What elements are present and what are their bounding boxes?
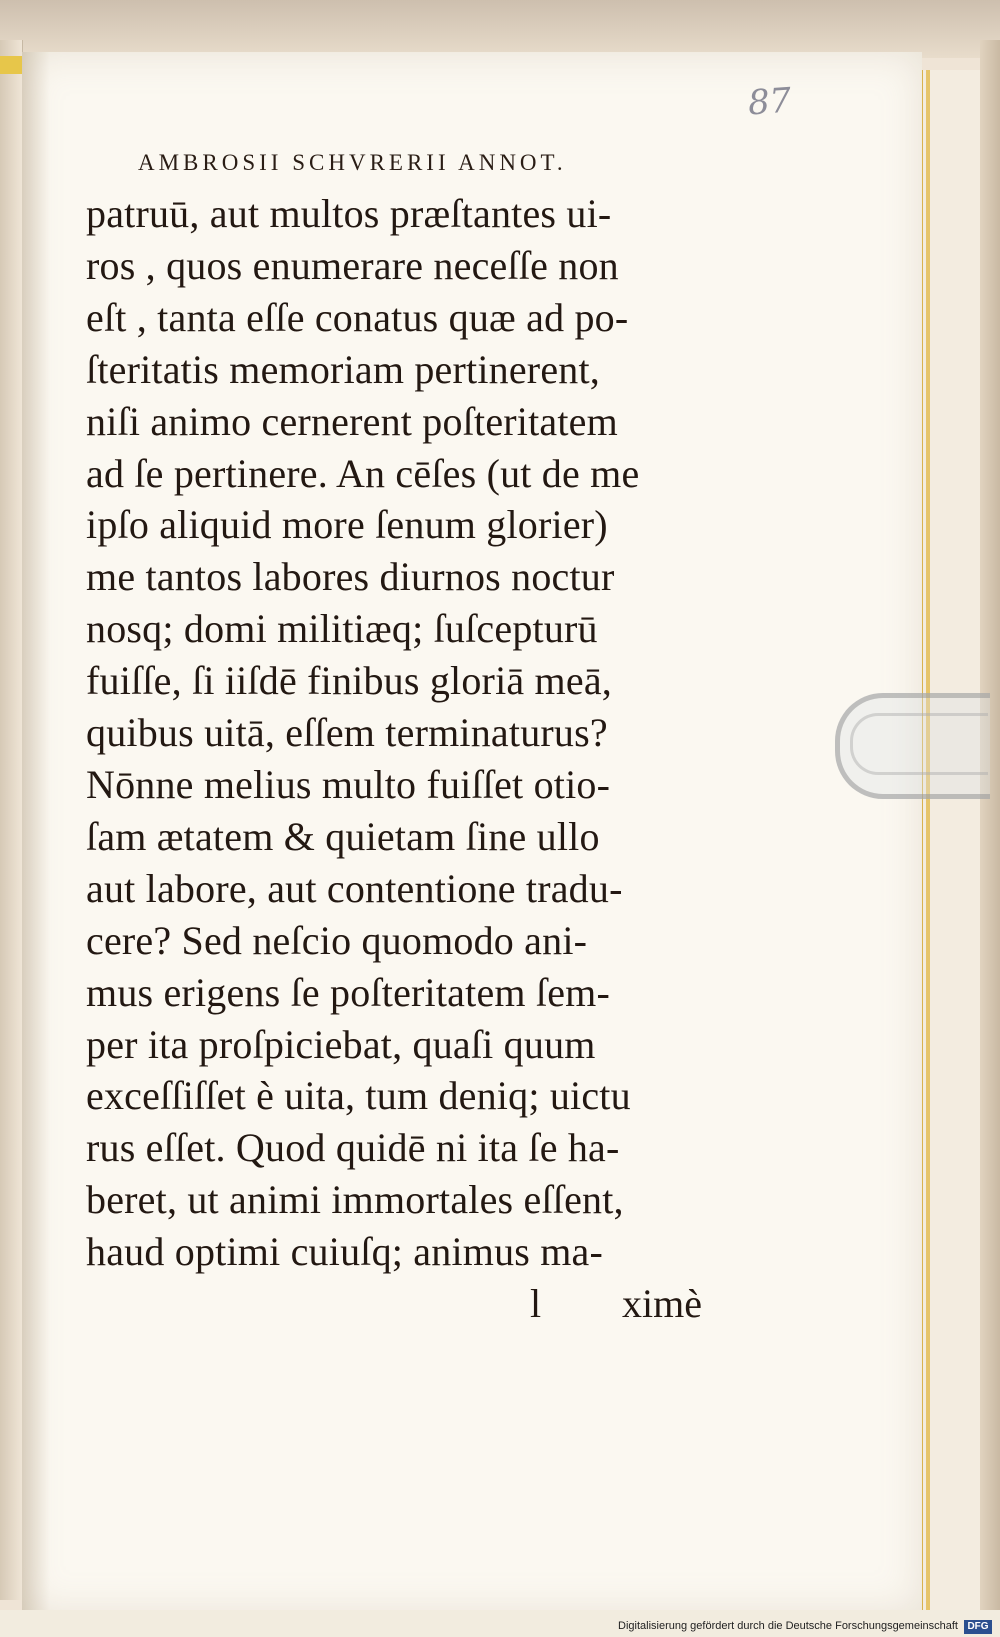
text-line: eſt , tanta eſſe conatus quæ ad po- [86,294,629,340]
handwritten-folio-number: 87 [746,80,793,124]
text-line: me tantos labores diurnos noctur [86,554,615,600]
text-line: niſi animo cernerent poſteritatem [86,398,618,444]
text-line: ad ſe pertinere. An cēſes (ut de me [86,450,640,496]
page-clip-inner [850,713,988,775]
text-line: haud optimi cuiuſq; animus ma- [86,1229,604,1275]
text-line: cere? Sed neſcio quomodo ani- [86,917,588,963]
text-line: fuiſſe, ſi iiſdē finibus gloriā meā, [86,658,612,704]
text-line: rus eſſet. Quod quidē ni ita ſe ha- [86,1125,620,1171]
text-line: Nōnne melius multo fuiſſet otio- [86,761,611,807]
text-line: patruū, aut multos præſtantes ui- [86,191,612,236]
text-line: ſam ætatem & quietam ſine ullo [86,813,600,859]
text-line: ros , quos enumerare neceſſe non [86,242,619,288]
text-line: ipſo aliquid more ſenum glorier) [86,502,608,548]
running-head: AMBROSII SCHVRERII ANNOT. [138,150,567,175]
dfg-logo: DFG [964,1620,992,1634]
gilt-edge [926,70,930,1610]
text-line: mus erigens ſe poſteritatem ſem- [86,969,611,1015]
text-line: quibus uitā, eſſem terminaturus? [86,710,608,756]
body-text [86,188,726,1278]
left-binding [0,40,23,1600]
signature-mark: l [530,1281,542,1326]
page-gutter-shadow [22,52,50,1614]
text-line: per ita proſpiciebat, quaſi quum [86,1021,596,1067]
cover-edge [980,40,1000,1620]
text-line: beret, ut animi immortales eſſent, [86,1177,624,1223]
scan-top-edge [0,0,1000,58]
text-line: nosq; domi militiæq; ſuſcepturū [86,606,598,652]
text-line: exceſſiſſet è uita, tum deniq; uictu [86,1073,631,1119]
catchword: ximè [622,1281,702,1326]
digitization-credit: Digitalisierung gefördert durch die Deutsche Forschungsgemeinschaft [618,1620,958,1632]
text-line: aut labore, aut contentione tradu- [86,865,623,911]
text-line: ſteritatis memoriam pertinerent, [86,346,600,392]
binding-ribbon [0,56,22,74]
